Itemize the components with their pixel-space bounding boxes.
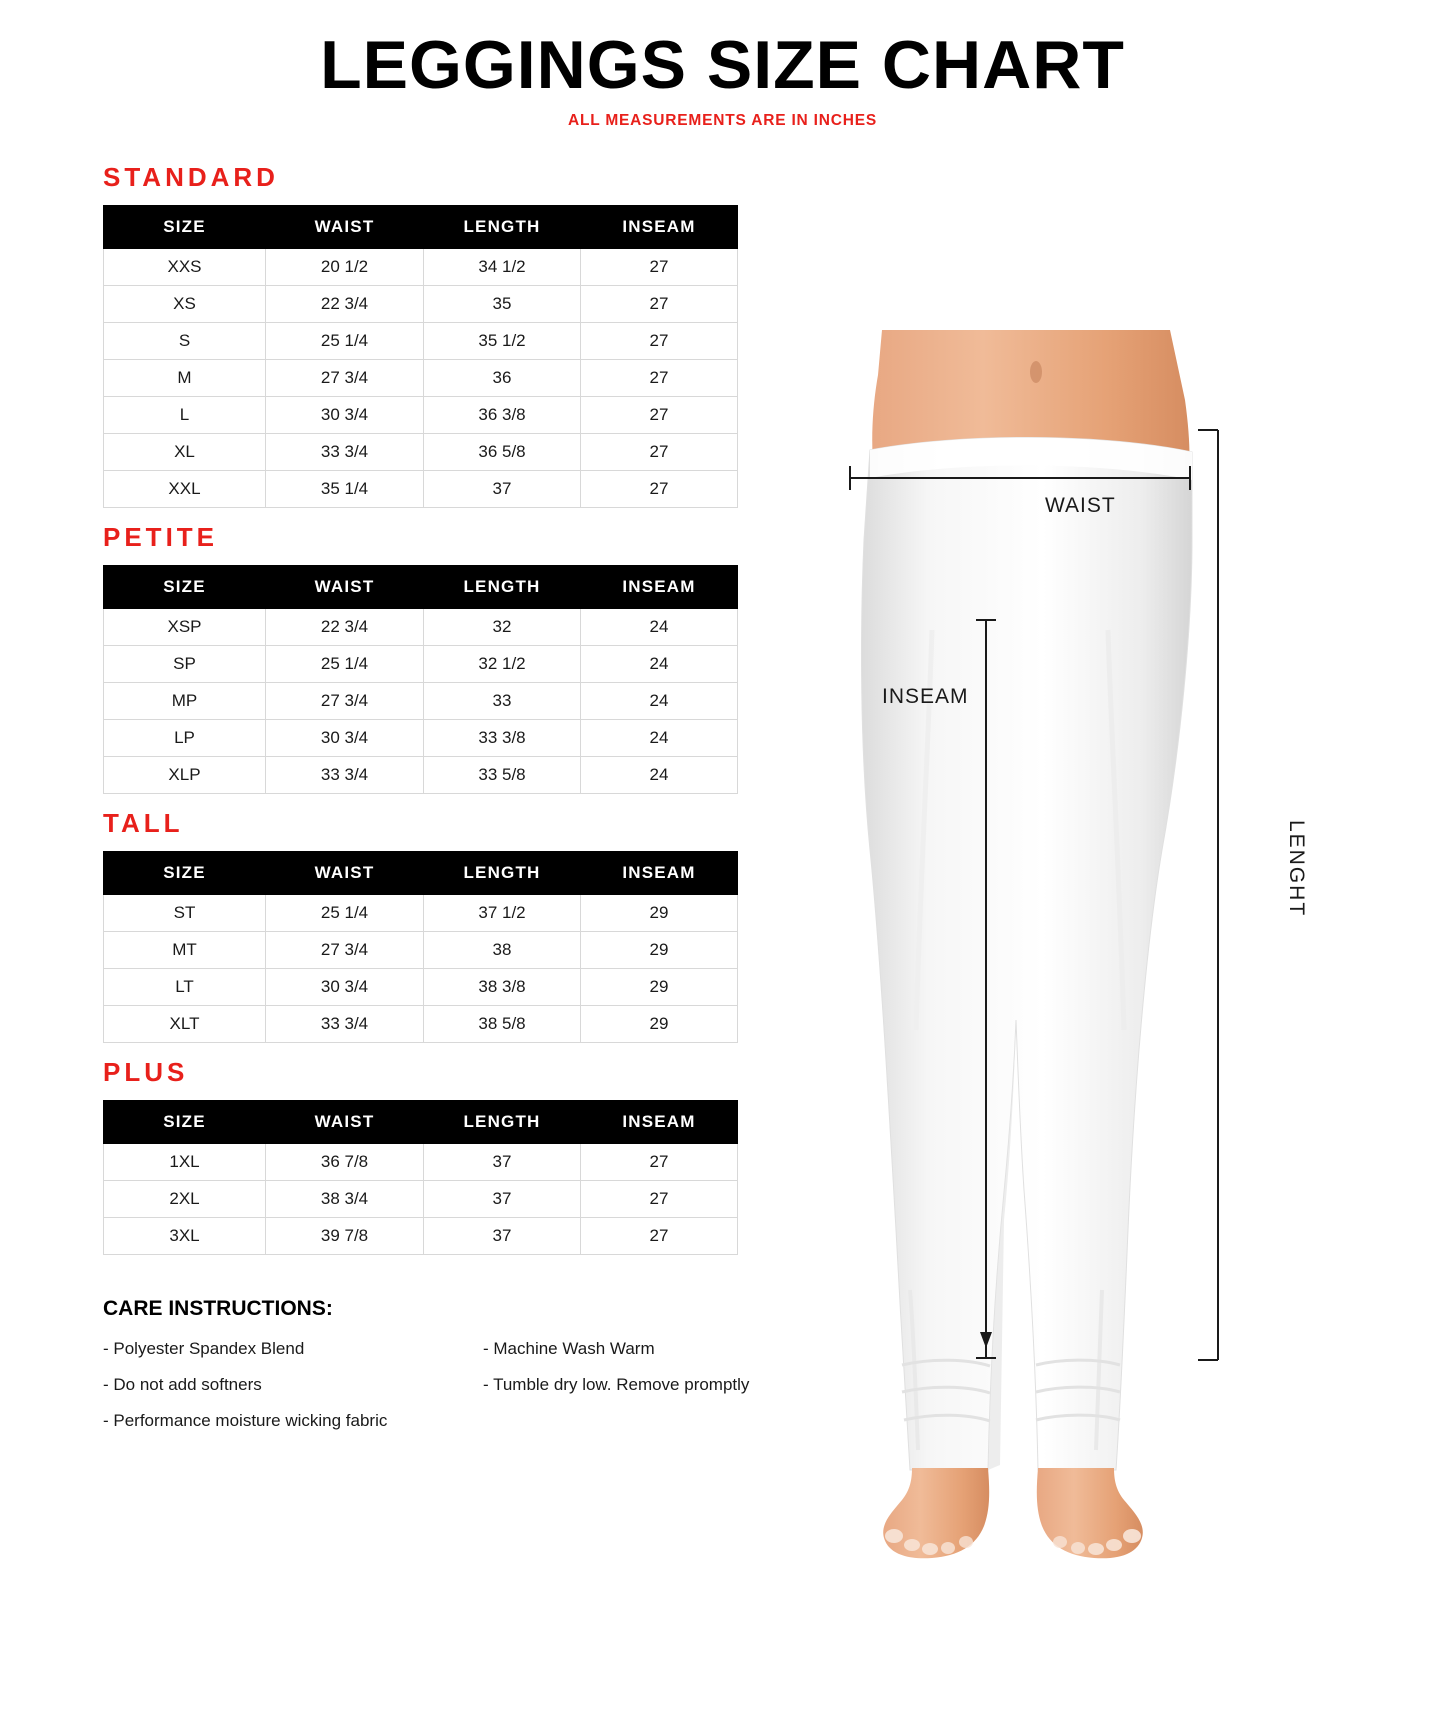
column-header-inseam: INSEAM <box>581 206 738 249</box>
table-row <box>104 969 738 1006</box>
column-header-length: LENGTH <box>424 206 581 249</box>
care-row <box>103 1411 810 1431</box>
care-item: - Tumble dry low. Remove promptly <box>483 1375 750 1395</box>
table-row <box>104 1144 738 1181</box>
table-header-row <box>104 566 738 609</box>
care-row <box>103 1375 810 1395</box>
cell-length: 34 1/2 <box>424 249 581 286</box>
cell-inseam: 29 <box>581 969 738 1006</box>
cell-waist: 30 3/4 <box>266 397 424 434</box>
cell-size: L <box>104 397 266 434</box>
table-row <box>104 249 738 286</box>
cell-size: XXS <box>104 249 266 286</box>
cell-size: 2XL <box>104 1181 266 1218</box>
table-row <box>104 720 738 757</box>
table-header-row <box>104 206 738 249</box>
cell-inseam: 27 <box>581 323 738 360</box>
column-header-length: LENGTH <box>424 566 581 609</box>
leggings-model-illustration <box>840 330 1400 1590</box>
illustration-column <box>810 130 1445 1447</box>
cell-inseam: 27 <box>581 1144 738 1181</box>
cell-waist: 30 3/4 <box>266 720 424 757</box>
cell-inseam: 27 <box>581 249 738 286</box>
page-title: LEGGINGS SIZE CHART <box>320 27 1125 103</box>
cell-size: XLT <box>104 1006 266 1043</box>
cell-waist: 33 3/4 <box>266 1006 424 1043</box>
cell-size: MT <box>104 932 266 969</box>
table-row <box>104 683 738 720</box>
table-row <box>104 932 738 969</box>
cell-length: 36 5/8 <box>424 434 581 471</box>
column-header-inseam: INSEAM <box>581 1101 738 1144</box>
cell-length: 32 <box>424 609 581 646</box>
cell-waist: 35 1/4 <box>266 471 424 508</box>
table-row <box>104 360 738 397</box>
cell-size: LT <box>104 969 266 1006</box>
cell-length: 37 <box>424 471 581 508</box>
cell-waist: 30 3/4 <box>266 969 424 1006</box>
cell-inseam: 27 <box>581 471 738 508</box>
table-row <box>104 471 738 508</box>
section-title-standard: STANDARD <box>103 162 279 193</box>
column-header-waist: WAIST <box>266 566 424 609</box>
cell-inseam: 29 <box>581 932 738 969</box>
cell-length: 33 3/8 <box>424 720 581 757</box>
cell-waist: 25 1/4 <box>266 646 424 683</box>
page-subtitle: ALL MEASUREMENTS ARE IN INCHES <box>567 112 878 130</box>
section-standard <box>103 162 810 508</box>
cell-size: M <box>104 360 266 397</box>
cell-waist: 27 3/4 <box>266 932 424 969</box>
care-row <box>103 1339 810 1359</box>
section-title-petite: PETITE <box>103 522 219 553</box>
column-header-waist: WAIST <box>266 1101 424 1144</box>
cell-size: 3XL <box>104 1218 266 1255</box>
cell-inseam: 24 <box>581 757 738 794</box>
section-title-tall: TALL <box>103 808 184 839</box>
cell-length: 37 1/2 <box>424 895 581 932</box>
content-area <box>0 130 1445 1447</box>
cell-length: 37 <box>424 1181 581 1218</box>
cell-waist: 22 3/4 <box>266 609 424 646</box>
size-table-plus <box>103 1100 738 1255</box>
table-row <box>104 1181 738 1218</box>
care-list <box>103 1339 810 1431</box>
model-diagram <box>840 330 1400 1590</box>
size-table-petite <box>103 565 738 794</box>
table-row <box>104 434 738 471</box>
column-header-inseam: INSEAM <box>581 566 738 609</box>
size-table-standard <box>103 205 738 508</box>
care-title: CARE INSTRUCTIONS: <box>103 1297 333 1321</box>
column-header-length: LENGTH <box>424 852 581 895</box>
cell-size: XLP <box>104 757 266 794</box>
column-header-length: LENGTH <box>424 1101 581 1144</box>
cell-waist: 27 3/4 <box>266 683 424 720</box>
cell-inseam: 27 <box>581 1218 738 1255</box>
page-header <box>0 0 1445 130</box>
cell-waist: 22 3/4 <box>266 286 424 323</box>
cell-inseam: 27 <box>581 397 738 434</box>
cell-waist: 39 7/8 <box>266 1218 424 1255</box>
cell-waist: 33 3/4 <box>266 434 424 471</box>
cell-length: 35 <box>424 286 581 323</box>
table-header-row <box>104 852 738 895</box>
care-instructions <box>103 1297 810 1431</box>
table-row <box>104 323 738 360</box>
cell-waist: 25 1/4 <box>266 895 424 932</box>
cell-length: 36 <box>424 360 581 397</box>
column-header-waist: WAIST <box>266 206 424 249</box>
cell-size: S <box>104 323 266 360</box>
care-item: - Performance moisture wicking fabric <box>103 1411 388 1431</box>
care-item: - Machine Wash Warm <box>483 1339 655 1359</box>
cell-waist: 27 3/4 <box>266 360 424 397</box>
cell-waist: 20 1/2 <box>266 249 424 286</box>
cell-inseam: 27 <box>581 286 738 323</box>
cell-size: XS <box>104 286 266 323</box>
cell-waist: 33 3/4 <box>266 757 424 794</box>
table-row <box>104 609 738 646</box>
column-header-inseam: INSEAM <box>581 852 738 895</box>
cell-inseam: 27 <box>581 360 738 397</box>
cell-inseam: 24 <box>581 646 738 683</box>
cell-inseam: 24 <box>581 720 738 757</box>
table-row <box>104 757 738 794</box>
table-row <box>104 895 738 932</box>
table-row <box>104 1006 738 1043</box>
cell-inseam: 24 <box>581 609 738 646</box>
column-header-size: SIZE <box>104 1101 266 1144</box>
section-tall <box>103 808 810 1043</box>
cell-waist: 38 3/4 <box>266 1181 424 1218</box>
cell-size: 1XL <box>104 1144 266 1181</box>
cell-length: 37 <box>424 1218 581 1255</box>
cell-inseam: 27 <box>581 434 738 471</box>
cell-size: XSP <box>104 609 266 646</box>
cell-inseam: 29 <box>581 1006 738 1043</box>
table-header-row <box>104 1101 738 1144</box>
section-plus <box>103 1057 810 1255</box>
cell-inseam: 24 <box>581 683 738 720</box>
cell-size: MP <box>104 683 266 720</box>
care-item: - Polyester Spandex Blend <box>103 1339 305 1359</box>
table-row <box>104 646 738 683</box>
cell-length: 33 <box>424 683 581 720</box>
column-header-waist: WAIST <box>266 852 424 895</box>
cell-length: 33 5/8 <box>424 757 581 794</box>
cell-length: 36 3/8 <box>424 397 581 434</box>
tables-column <box>0 130 810 1447</box>
cell-waist: 36 7/8 <box>266 1144 424 1181</box>
cell-length: 35 1/2 <box>424 323 581 360</box>
column-header-size: SIZE <box>104 566 266 609</box>
cell-waist: 25 1/4 <box>266 323 424 360</box>
cell-size: LP <box>104 720 266 757</box>
size-table-tall <box>103 851 738 1043</box>
cell-length: 38 <box>424 932 581 969</box>
table-row <box>104 1218 738 1255</box>
cell-size: SP <box>104 646 266 683</box>
table-row <box>104 397 738 434</box>
length-dimension-label: LENGHT <box>1285 820 1308 918</box>
cell-inseam: 29 <box>581 895 738 932</box>
waist-dimension-label: WAIST <box>1045 493 1116 517</box>
inseam-dimension-label: INSEAM <box>882 685 969 709</box>
cell-size: XL <box>104 434 266 471</box>
cell-length: 37 <box>424 1144 581 1181</box>
column-header-size: SIZE <box>104 206 266 249</box>
cell-length: 38 5/8 <box>424 1006 581 1043</box>
table-row <box>104 286 738 323</box>
section-title-plus: PLUS <box>103 1057 189 1088</box>
cell-size: ST <box>104 895 266 932</box>
cell-length: 32 1/2 <box>424 646 581 683</box>
cell-length: 38 3/8 <box>424 969 581 1006</box>
column-header-size: SIZE <box>104 852 266 895</box>
cell-size: XXL <box>104 471 266 508</box>
care-item: - Do not add softners <box>103 1375 262 1395</box>
cell-inseam: 27 <box>581 1181 738 1218</box>
section-petite <box>103 522 810 794</box>
